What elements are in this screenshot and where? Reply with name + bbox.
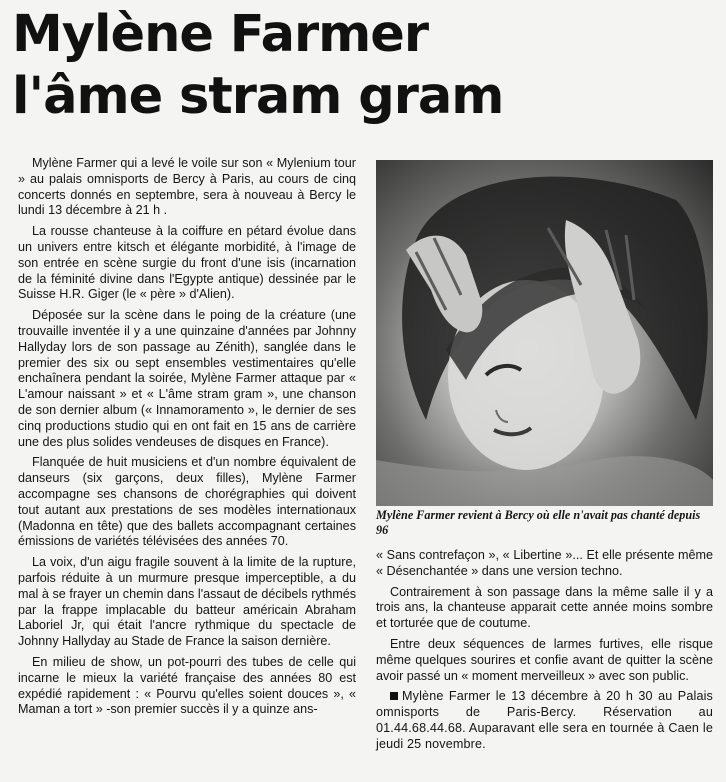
article-paragraph: Déposée sur la scène dans le poing de la créature (une trouvaille inventée il y a une quinzaine d'années par Johnny Hallyday lors de son passage au Zénith), sanglée dans le premier des six ou sept ensembles vestimentaires qu'elle enchaînera pendant la soirée, Mylène Farmer attaque par « L'amour naissant » et « L'âme stram gram », une chanson de son dernier album (« Innamoramento », le dernier de ses cinq productions studio qui en ont fait en 15 ans de carrière une des plus solides vendeuses de disques en France). bbox=[18, 308, 356, 449]
headline bbox=[12, 4, 712, 128]
article-right-column bbox=[376, 548, 713, 758]
portrait-illustration bbox=[376, 160, 713, 506]
article-left-column bbox=[18, 156, 356, 723]
bullet-square-icon bbox=[390, 692, 398, 700]
article-paragraph: La rousse chanteuse à la coiffure en pétard évolue dans un univers entre kitsch et élégante morbidité, à l'image de son entrée en scène surgie du front d'une isis (incarnation de la féminité divine dans l'Egypte antique) dessinée par le Suisse H.R. Giger (le « père » d'Alien). bbox=[18, 224, 356, 302]
article-paragraph: Flanquée de huit musiciens et d'un nombre équivalent de danseurs (six garçons, deux filles), Mylène Farmer accompagne ses chansons de chorégraphies qui doivent tout autant aux prestations de ses modèles internationaux (Madonna en tête) que des ballets accompagnant certaines émissions de variétés télévisées des années 70. bbox=[18, 455, 356, 549]
article-paragraph: Entre deux séquences de larmes furtives, elle risque même quelques sourires et confie avant de quitter la scène avoir passé un « moment merveilleux » avec son public. bbox=[376, 636, 713, 683]
article-photo bbox=[376, 160, 713, 506]
article-paragraph: La voix, d'un aigu fragile souvent à la limite de la rupture, parfois réduite à un murmure presque imperceptible, a du mal à se frayer un chemin dans l'assaut de décibels rythmés par la frappe implacable du batteur américain Abraham Laboriel Jr, qui était l'ancre rythmique du spectacle de Johnny Hallyday au Stade de France la saison dernière. bbox=[18, 555, 356, 649]
concert-info bbox=[376, 689, 713, 752]
concert-info-text: Mylène Farmer le 13 décembre à 20 h 30 au Palais omnisports de Paris-Bercy. Réservation au 01.44.68.44.68. Auparavant elle sera en tournée à Caen le jeudi 25 novembre. bbox=[376, 689, 713, 751]
photo-caption: Mylène Farmer revient à Bercy où elle n'avait pas chanté depuis 96 bbox=[376, 508, 701, 537]
article-paragraph: Contrairement à son passage dans la même salle il y a trois ans, la chanteuse apparait cette année moins sombre et torturée que de coutume. bbox=[376, 584, 713, 631]
headline-line-2: l'âme stram gram bbox=[12, 67, 504, 126]
headline-line-1: Mylène Farmer bbox=[12, 5, 429, 64]
article-paragraph: « Sans contrefaçon », « Libertine »... Et elle présente même « Désenchantée » dans une version techno. bbox=[376, 548, 713, 578]
article-paragraph: Mylène Farmer qui a levé le voile sur son « Mylenium tour » au palais omnisports de Bercy à Paris, au cours de cinq concerts donnés en septembre, sera à nouveau à Bercy le lundi 13 décembre à 21 h . bbox=[18, 156, 356, 218]
article-paragraph: En milieu de show, un pot-pourri des tubes de celle qui incarne le mieux la variété française des années 80 est expédié rapidement : « Pourvu qu'elles soient douces », « Maman a tort » -son premier succès il y a quinze ans- bbox=[18, 654, 356, 717]
